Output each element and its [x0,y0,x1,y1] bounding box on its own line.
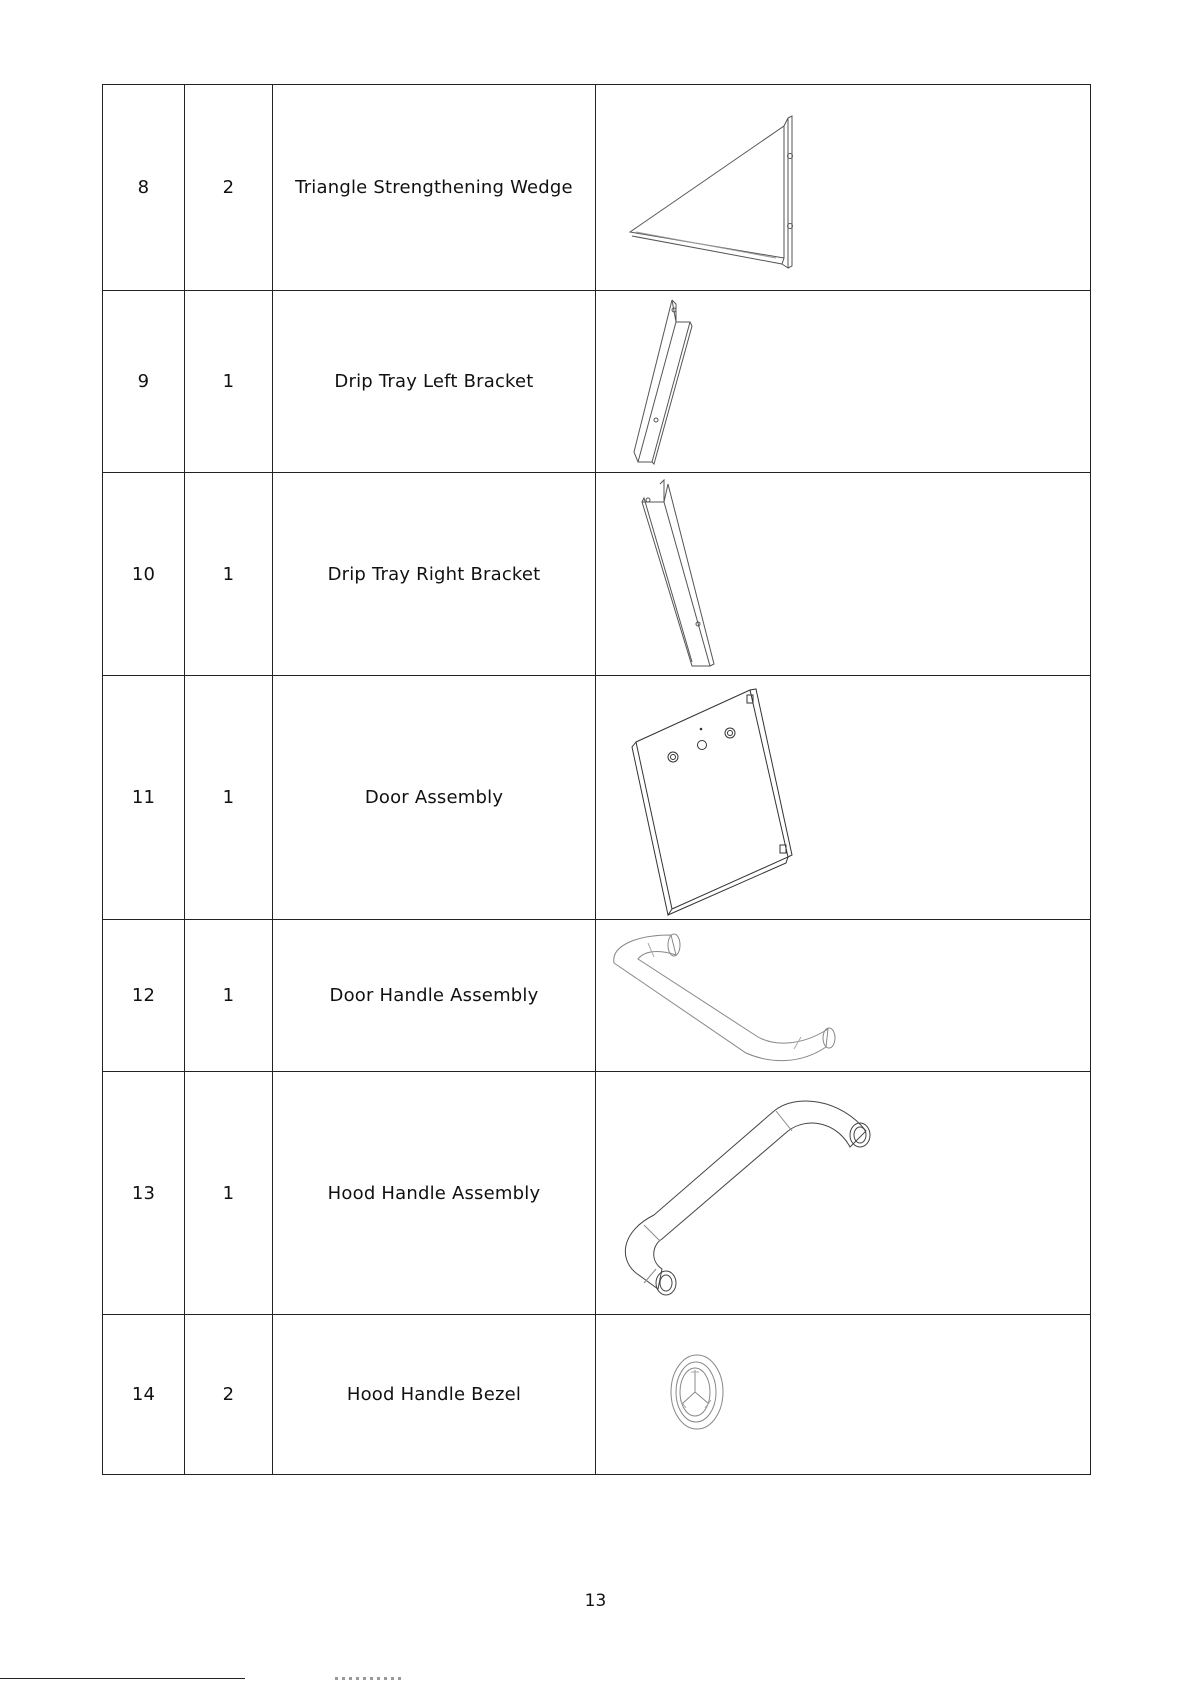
bezel-icon [596,1316,1091,1474]
part-quantity: 1 [185,920,273,1072]
part-image [596,1072,1091,1315]
table-row [103,1315,1091,1475]
hood-handle-icon [596,1073,1091,1314]
part-number: 13 [103,1072,185,1315]
part-image [596,676,1091,920]
part-description: Hood Handle Bezel [273,1315,596,1475]
table-row [103,291,1091,473]
part-description: Door Handle Assembly [273,920,596,1072]
part-description: Drip Tray Left Bracket [273,291,596,473]
part-quantity: 1 [185,473,273,676]
part-number: 12 [103,920,185,1072]
part-number: 8 [103,85,185,291]
table-row [103,920,1091,1072]
part-description: Hood Handle Assembly [273,1072,596,1315]
part-number: 9 [103,291,185,473]
table-row [103,676,1091,920]
door-handle-icon [596,921,1091,1071]
part-image [596,85,1091,291]
footer-rule [0,1678,245,1679]
part-description: Drip Tray Right Bracket [273,473,596,676]
left-bracket-icon [596,292,1091,472]
right-bracket-icon [596,474,1091,675]
footer-marks [335,1677,405,1680]
table-row [103,473,1091,676]
part-description: Triangle Strengthening Wedge [273,85,596,291]
part-quantity: 2 [185,85,273,291]
table-row [103,1072,1091,1315]
part-image [596,291,1091,473]
part-quantity: 1 [185,676,273,920]
part-image [596,920,1091,1072]
part-quantity: 1 [185,1072,273,1315]
part-quantity: 1 [185,291,273,473]
part-number: 11 [103,676,185,920]
part-image [596,1315,1091,1475]
page-number: 13 [584,1591,607,1611]
part-description: Door Assembly [273,676,596,920]
part-quantity: 2 [185,1315,273,1475]
parts-table [102,84,1091,1475]
door-panel-icon [596,677,1091,919]
table-row [103,85,1091,291]
part-image [596,473,1091,676]
part-number: 14 [103,1315,185,1475]
part-number: 10 [103,473,185,676]
triangle-wedge-icon [596,86,1091,290]
